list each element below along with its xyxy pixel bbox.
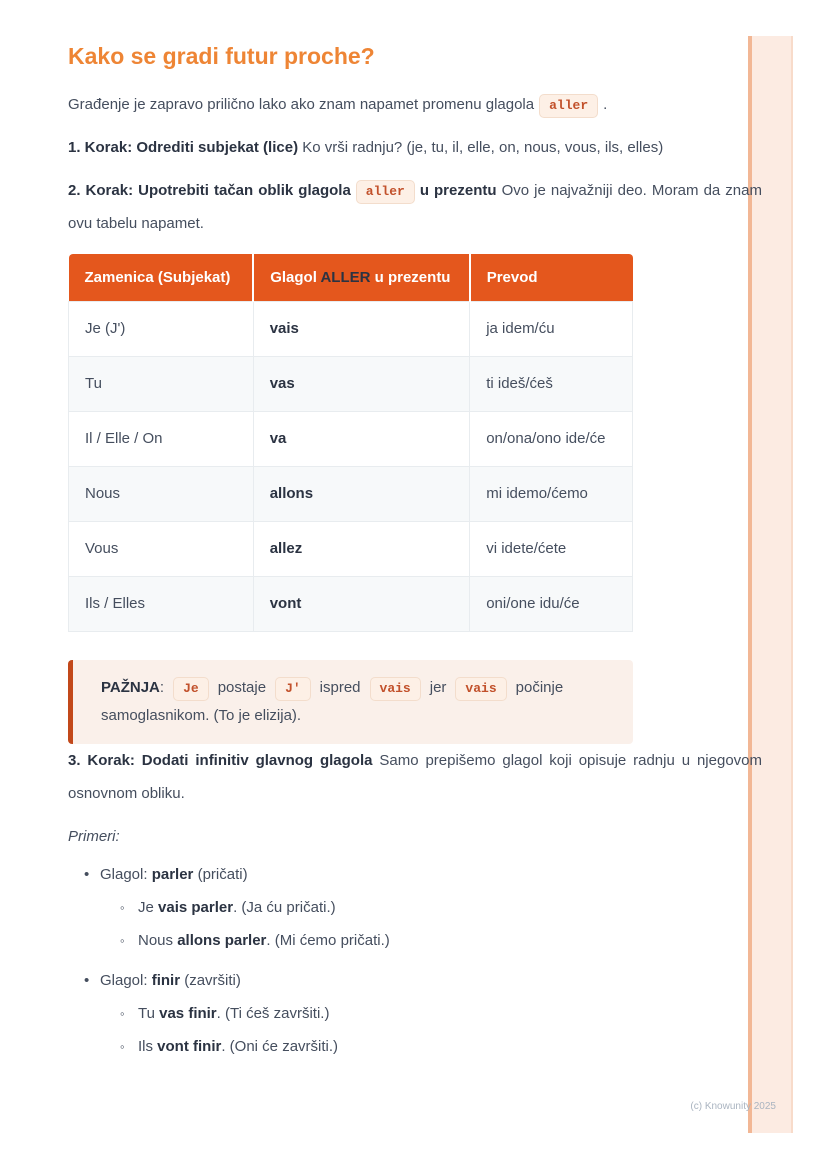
conjugation-table — [68, 254, 633, 632]
callout-text-3: jer — [429, 678, 447, 696]
sub-example-pre: Nous — [138, 931, 178, 949]
examples-list — [68, 860, 762, 1062]
example-lead-post: (završiti) — [180, 971, 241, 989]
sub-example-post: . (Oni će završiti.) — [221, 1037, 339, 1055]
pronoun-cell: Nous — [69, 466, 254, 521]
callout-code-j-apostrophe: J' — [275, 677, 311, 701]
step1-bold: 1. Korak: Odrediti subjekat (lice) — [68, 139, 299, 156]
pronoun-cell: Il / Elle / On — [69, 411, 254, 466]
intro-paragraph — [68, 88, 762, 121]
table-row — [69, 301, 633, 356]
intro-text: Građenje je zapravo prilično lako ako znam napamet promenu glagola — [68, 96, 535, 113]
verb-cell: allez — [253, 521, 470, 576]
callout-text-4: počinje samoglasnikom. (To je elizija). — [101, 678, 564, 724]
translation-cell: oni/one idu/će — [470, 576, 633, 631]
callout-text-1: postaje — [217, 678, 267, 696]
examples-label: Primeri: — [68, 827, 120, 845]
sub-examples-list — [68, 999, 762, 1062]
step1-paragraph — [68, 131, 762, 164]
verb-cell: vais — [253, 301, 470, 356]
inline-code-aller: aller — [539, 94, 598, 118]
sub-example-post: . (Ja ću pričati.) — [233, 898, 336, 916]
document-content — [68, 42, 762, 1062]
table-row — [69, 576, 633, 631]
pronoun-cell: Je (J') — [69, 301, 254, 356]
step2-text: Ovo je najvažniji deo. Moram da znam ovu tabelu napamet. — [68, 182, 762, 232]
sub-example-item — [68, 999, 762, 1029]
footer-copyright: (c) Knowunity 2025 — [690, 1101, 776, 1112]
verb-cell: allons — [253, 466, 470, 521]
inline-code-aller-2: aller — [356, 180, 415, 204]
sub-example-pre: Tu — [138, 1004, 160, 1022]
header-cell-pronoun: Zamenica (Subjekat) — [69, 254, 254, 301]
callout-code-vais-2: vais — [455, 677, 506, 701]
callout-text-2: ispred — [319, 678, 361, 696]
table-row — [69, 521, 633, 576]
callout-code-je: Je — [173, 677, 209, 701]
page-title: Kako se gradi futur proche? — [68, 43, 375, 69]
translation-cell: ja idem/ću — [470, 301, 633, 356]
example-lead-pre: Glagol: — [100, 865, 152, 883]
sub-example-bold: vont finir — [157, 1037, 222, 1055]
pronoun-cell: Ils / Elles — [69, 576, 254, 631]
verb-cell: vont — [253, 576, 470, 631]
callout-colon: : — [159, 678, 165, 696]
step3-paragraph — [68, 744, 762, 810]
step2-bold-post: u prezentu — [419, 182, 497, 199]
example-lead-verb: parler — [151, 865, 194, 883]
header-verb-post: u prezentu — [370, 268, 451, 286]
step2-bold-pre: 2. Korak: Upotrebiti tačan oblik glagola — [68, 182, 351, 199]
translation-cell: vi idete/ćete — [470, 521, 633, 576]
sub-example-bold: allons parler — [177, 931, 267, 949]
step3-bold: 3. Korak: Dodati infinitiv glavnog glagola — [68, 751, 373, 769]
sub-example-item — [68, 893, 762, 923]
sub-example-pre: Je — [138, 898, 159, 916]
example-lead — [68, 966, 762, 996]
sub-example-post: . (Ti ćeš završiti.) — [216, 1004, 330, 1022]
table-header-row — [69, 254, 633, 301]
sub-examples-list — [68, 893, 762, 956]
example-lead-pre: Glagol: — [100, 971, 152, 989]
example-lead — [68, 860, 762, 890]
example-lead-post: (pričati) — [193, 865, 248, 883]
sub-example-item — [68, 926, 762, 956]
step3-text: Samo prepišemo glagol koji opisuje radnju u njegovom osnovnom obliku. — [68, 751, 762, 802]
sub-example-bold: vais parler — [158, 898, 234, 916]
header-verb-pre: Glagol — [270, 268, 321, 286]
callout-label: PAŽNJA — [101, 678, 160, 696]
callout-code-vais-1: vais — [370, 677, 421, 701]
example-group — [68, 966, 762, 1062]
header-cell-verb — [253, 254, 470, 301]
sub-example-pre: Ils — [138, 1037, 158, 1055]
translation-cell: ti ideš/ćeš — [470, 356, 633, 411]
table-row — [69, 466, 633, 521]
verb-cell: va — [253, 411, 470, 466]
intro-suffix: . — [603, 96, 608, 113]
table-row — [69, 411, 633, 466]
attention-callout — [68, 660, 633, 744]
example-group — [68, 860, 762, 956]
sub-example-item — [68, 1032, 762, 1062]
step2-paragraph — [68, 174, 762, 240]
sub-example-post: . (Mi ćemo pričati.) — [266, 931, 390, 949]
step1-text: Ko vrši radnju? (je, tu, il, elle, on, nous, vous, ils, elles) — [298, 139, 664, 156]
table-row — [69, 356, 633, 411]
verb-cell: vas — [253, 356, 470, 411]
translation-cell: mi idemo/ćemo — [470, 466, 633, 521]
translation-cell: on/ona/ono ide/će — [470, 411, 633, 466]
header-cell-translation: Prevod — [470, 254, 633, 301]
pronoun-cell: Vous — [69, 521, 254, 576]
example-lead-verb: finir — [151, 971, 181, 989]
pronoun-cell: Tu — [69, 356, 254, 411]
sub-example-bold: vas finir — [159, 1004, 217, 1022]
header-verb-emphasis: ALLER — [320, 268, 371, 286]
